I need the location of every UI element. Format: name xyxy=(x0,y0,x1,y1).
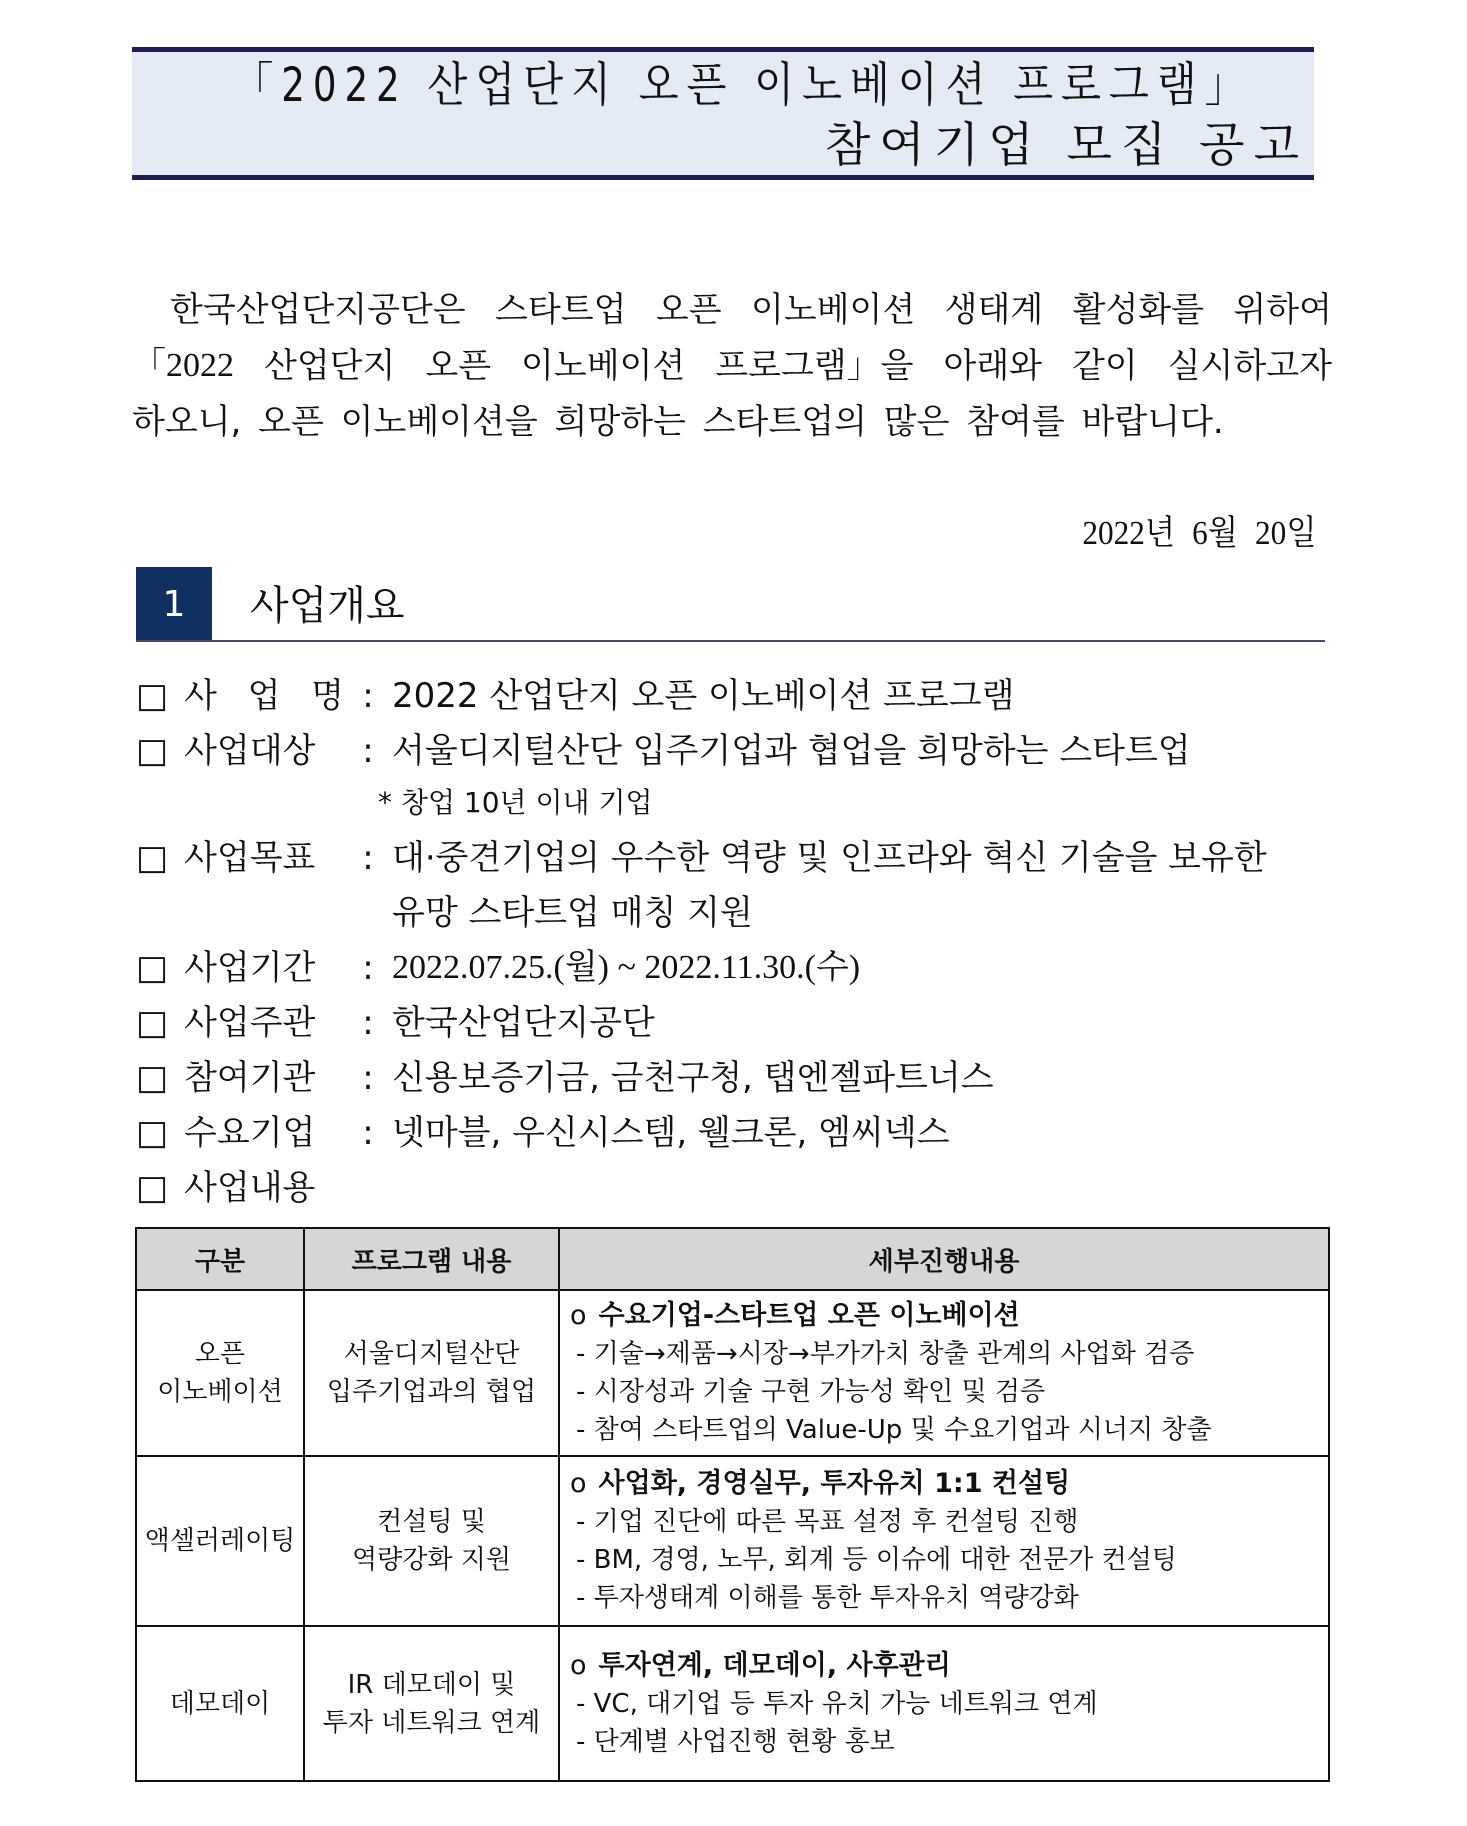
checkbox-icon: □ xyxy=(136,948,169,988)
program-line: 서울디지털산단 xyxy=(343,1339,520,1369)
overview-item-goal-cont xyxy=(392,891,753,935)
title-line-2: 참여기업 모집 공고 xyxy=(824,118,1308,173)
label-char: 명 xyxy=(311,676,344,716)
program-line: 역량강화 지원 xyxy=(352,1545,511,1575)
detail-line: - BM, 경영, 노무, 회계 등 이슈에 대한 전문가 컨설팅 xyxy=(576,1545,1177,1575)
table-header-row xyxy=(136,1228,1329,1290)
overview-item-demand-companies xyxy=(136,1111,950,1155)
item-colon: : xyxy=(362,838,374,878)
intro-word: 이노베이션 xyxy=(750,290,916,330)
intro-word: 프로그램」을 xyxy=(715,346,914,386)
item-colon: : xyxy=(362,676,374,716)
bullet-icon: o xyxy=(570,1300,587,1331)
intro-word: 아래와 xyxy=(943,346,1043,386)
item-label xyxy=(184,674,344,718)
item-label: 사업대상 xyxy=(184,731,316,771)
cell-category xyxy=(136,1626,304,1781)
section-divider xyxy=(136,640,1325,642)
item-label: 사업목표 xyxy=(184,838,316,878)
item-label: 사업기간 xyxy=(184,948,316,988)
cell-details xyxy=(559,1626,1329,1781)
table-row xyxy=(136,1456,1329,1626)
overview-item-contents xyxy=(136,1166,344,1210)
category-line: 데모데이 xyxy=(169,1688,271,1719)
program-line: 투자 네트워크 연계 xyxy=(322,1707,541,1738)
cell-details xyxy=(559,1456,1329,1626)
detail-title xyxy=(570,1465,1320,1503)
item-value: 대·중견기업의 우수한 역량 및 인프라와 혁신 기술을 보유한 xyxy=(392,838,1267,878)
intro-word: 산업단지 xyxy=(263,346,396,386)
target-note: * 창업 10년 이내 기업 xyxy=(378,786,653,819)
category-line: 이노베이션 xyxy=(157,1377,283,1407)
header-category: 구분 xyxy=(136,1228,304,1290)
overview-item-organizer xyxy=(136,1001,655,1045)
overview-item-period xyxy=(136,946,860,990)
detail-line: - VC, 대기업 등 투자 유치 가능 네트워크 연계 xyxy=(576,1688,1098,1719)
item-value: 서울디지털산단 입주기업과 협업을 희망하는 스타트업 xyxy=(392,731,1191,771)
item-colon: : xyxy=(362,1058,374,1098)
intro-word: 이노베이션 xyxy=(521,346,686,386)
item-colon: : xyxy=(362,731,374,771)
detail-line: - 기술→제품→시장→부가가치 창출 관계의 사업화 검증 xyxy=(576,1339,1195,1369)
cell-program xyxy=(304,1290,559,1456)
item-colon: : xyxy=(362,948,374,988)
detail-title xyxy=(570,1297,1320,1335)
checkbox-icon: □ xyxy=(136,1168,169,1208)
header-program: 프로그램 내용 xyxy=(304,1228,559,1290)
header-details: 세부진행내용 xyxy=(559,1228,1329,1290)
intro-word: 「2022 xyxy=(132,347,234,384)
cell-program xyxy=(304,1626,559,1781)
cell-program xyxy=(304,1456,559,1626)
item-label: 수요기업 xyxy=(184,1113,316,1153)
item-value: 넷마블, 우신시스템, 웰크론, 엠씨넥스 xyxy=(392,1113,950,1153)
checkbox-icon: □ xyxy=(136,1003,169,1043)
section-title: 사업개요 xyxy=(250,583,405,629)
item-colon: : xyxy=(362,1003,374,1043)
cell-details xyxy=(559,1290,1329,1456)
title-line-1: 「2022 산업단지 오픈 이노베이션 프로그램」 xyxy=(232,58,1254,113)
detail-line: - 단계별 사업진행 현황 홍보 xyxy=(576,1726,895,1757)
program-line: 컨설팅 및 xyxy=(377,1507,486,1537)
item-label: 참여기관 xyxy=(184,1058,316,1098)
title-banner xyxy=(132,47,1314,180)
bullet-icon: o xyxy=(570,1468,587,1499)
detail-line: - 참여 스타트업의 Value-Up 및 수요기업과 시너지 창출 xyxy=(576,1415,1212,1445)
overview-item-participants xyxy=(136,1056,994,1100)
detail-line: - 투자생태계 이해를 통한 투자유치 역량강화 xyxy=(576,1583,1079,1613)
intro-line-2 xyxy=(132,338,1332,394)
bullet-icon: o xyxy=(570,1649,587,1681)
label-char: 업 xyxy=(247,676,281,716)
checkbox-icon: □ xyxy=(136,676,169,716)
checkbox-icon: □ xyxy=(136,731,169,771)
item-value: 2022.07.25.(월) ~ 2022.11.30.(수) xyxy=(392,949,861,986)
label-char: 사 xyxy=(184,676,217,716)
intro-word: 위하여 xyxy=(1233,290,1332,330)
checkbox-icon: □ xyxy=(136,1113,169,1153)
intro-word: 생태계 xyxy=(944,290,1044,330)
announcement-date: 2022년 6월 20일 xyxy=(1082,515,1317,552)
intro-word: 같이 xyxy=(1072,346,1138,386)
intro-word: 활성화를 xyxy=(1072,290,1204,330)
cell-category xyxy=(136,1456,304,1626)
checkbox-icon: □ xyxy=(136,1058,169,1098)
item-value-cont: 유망 스타트업 매칭 지원 xyxy=(392,893,753,933)
table-row xyxy=(136,1290,1329,1456)
overview-item-goal xyxy=(136,836,1267,880)
intro-word: 오픈 xyxy=(655,290,722,330)
program-table xyxy=(135,1227,1330,1782)
intro-word: 실시하고자 xyxy=(1167,346,1332,386)
category-line: 오픈 xyxy=(194,1339,246,1369)
checkbox-icon: □ xyxy=(136,838,169,878)
cell-category xyxy=(136,1290,304,1456)
item-value: 2022 산업단지 오픈 이노베이션 프로그램 xyxy=(392,676,1015,716)
detail-line: - 시장성과 기술 구현 가능성 확인 및 검증 xyxy=(576,1377,1046,1407)
item-colon: : xyxy=(362,1113,374,1153)
overview-item-target xyxy=(136,729,1191,773)
section-number-badge: 1 xyxy=(136,567,212,642)
intro-line-1 xyxy=(132,282,1332,338)
intro-word: 오픈 xyxy=(425,346,492,386)
overview-item-name xyxy=(136,674,1014,718)
item-label: 사업주관 xyxy=(184,1003,316,1043)
program-line: 입주기업과의 협업 xyxy=(326,1377,537,1407)
detail-title-text: 투자연계, 데모데이, 사후관리 xyxy=(598,1649,951,1681)
detail-title-text: 수요기업-스타트업 오픈 이노베이션 xyxy=(598,1300,1020,1331)
program-line: IR 데모데이 및 xyxy=(347,1669,516,1700)
detail-title xyxy=(570,1647,1320,1685)
category-line: 액셀러레이팅 xyxy=(144,1526,296,1556)
intro-word: 스타트업 xyxy=(495,290,627,330)
item-value: 신용보증기금, 금천구청, 탭엔젤파트너스 xyxy=(392,1058,994,1098)
item-value: 한국산업단지공단 xyxy=(392,1003,655,1043)
table-row xyxy=(136,1626,1329,1781)
detail-line: - 기업 진단에 따른 목표 설정 후 컨설팅 진행 xyxy=(576,1507,1079,1537)
intro-word: 한국산업단지공단은 xyxy=(170,290,466,330)
intro-line-3: 하오니, 오픈 이노베이션을 희망하는 스타트업의 많은 참여를 바랍니다. xyxy=(132,402,1224,442)
detail-title-text: 사업화, 경영실무, 투자유치 1:1 컨설팅 xyxy=(598,1468,1071,1499)
item-label: 사업내용 xyxy=(184,1168,316,1208)
intro-paragraph xyxy=(132,282,1332,450)
